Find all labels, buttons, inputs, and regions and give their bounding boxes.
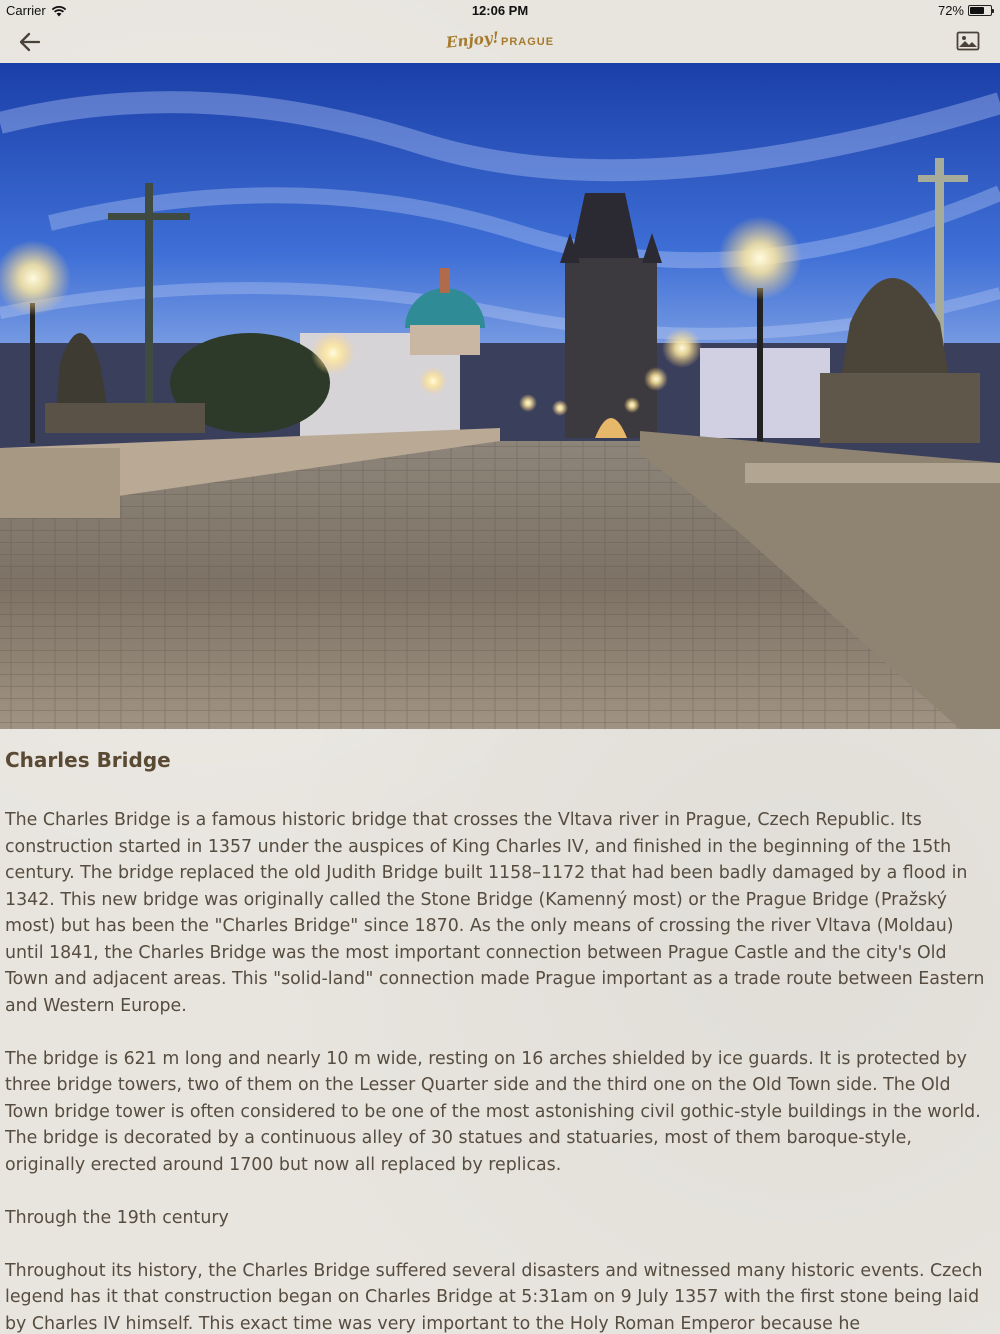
article-paragraph: The Charles Bridge is a famous historic bridge that crosses the Vltava river in Prague, Czech Republic. Its construction started in 1357 under the auspices of King Charles IV, and finished in the beginning of the 15th century. The bridge replaced the old Judith Bridge built 1158–1172 that had been badly damaged by a flood in 1342. This new bridge was originally called the Stone Bridge (Kamenný most) or the Prague Bridge (Pražský most) but has been the "Charles Bridge" since 1870. As the only means of crossing the river Vltava (Moldau) until 1841, the Charles Bridge was the most important connection between Prague Castle and the city's Old Town and adjacent areas. This "solid-land" connection made Prague important as a trade route between Eastern and Western Europe. xyxy=(5,810,985,1016)
battery-percent: 72% xyxy=(937,3,964,18)
article-paragraph: The bridge is 621 m long and nearly 10 m wide, resting on 16 arches shielded by ice guards. It is protected by three bridge towers, two of them on the Lesser Quarter side and the third one on the Old Town side. The Old Town bridge tower is often considered to be one of the most astonishing civil gothic-style buildings in the world. The bridge is decorated by a continuous alley of 30 statues and statuaries, most of them baroque-style, originally erected around 1700 but now all replaced by replicas. xyxy=(5,1048,981,1175)
app-logo xyxy=(0,28,1000,52)
status-time: 12:06 PM xyxy=(471,3,529,18)
hero-image xyxy=(0,63,1000,729)
logo-script: Enjoy! xyxy=(445,28,500,52)
battery-icon xyxy=(968,5,992,16)
battery-fill xyxy=(970,7,984,14)
article-paragraph: Throughout its history, the Charles Bridge suffered several disasters and witnessed many historic events. Czech legend has it that construction began on Charles Bridge at 5:31am on 9 July 1357 with the first stone being laid by Charles IV himself. This exact time was very important to the Holy Roman Emperor because he xyxy=(5,1260,983,1334)
status-bar xyxy=(0,0,1000,22)
article xyxy=(5,745,995,1334)
logo-word: PRAGUE xyxy=(501,36,555,48)
status-right xyxy=(938,3,992,18)
charles-bridge-illustration xyxy=(0,63,1000,729)
article-title: Charles Bridge xyxy=(5,748,171,772)
carrier-label: Carrier xyxy=(6,3,46,18)
image-gallery-icon xyxy=(956,30,980,52)
article-subheading: Through the 19th century xyxy=(5,1207,229,1228)
gallery-button[interactable] xyxy=(956,30,980,52)
nav-bar xyxy=(0,22,1000,62)
